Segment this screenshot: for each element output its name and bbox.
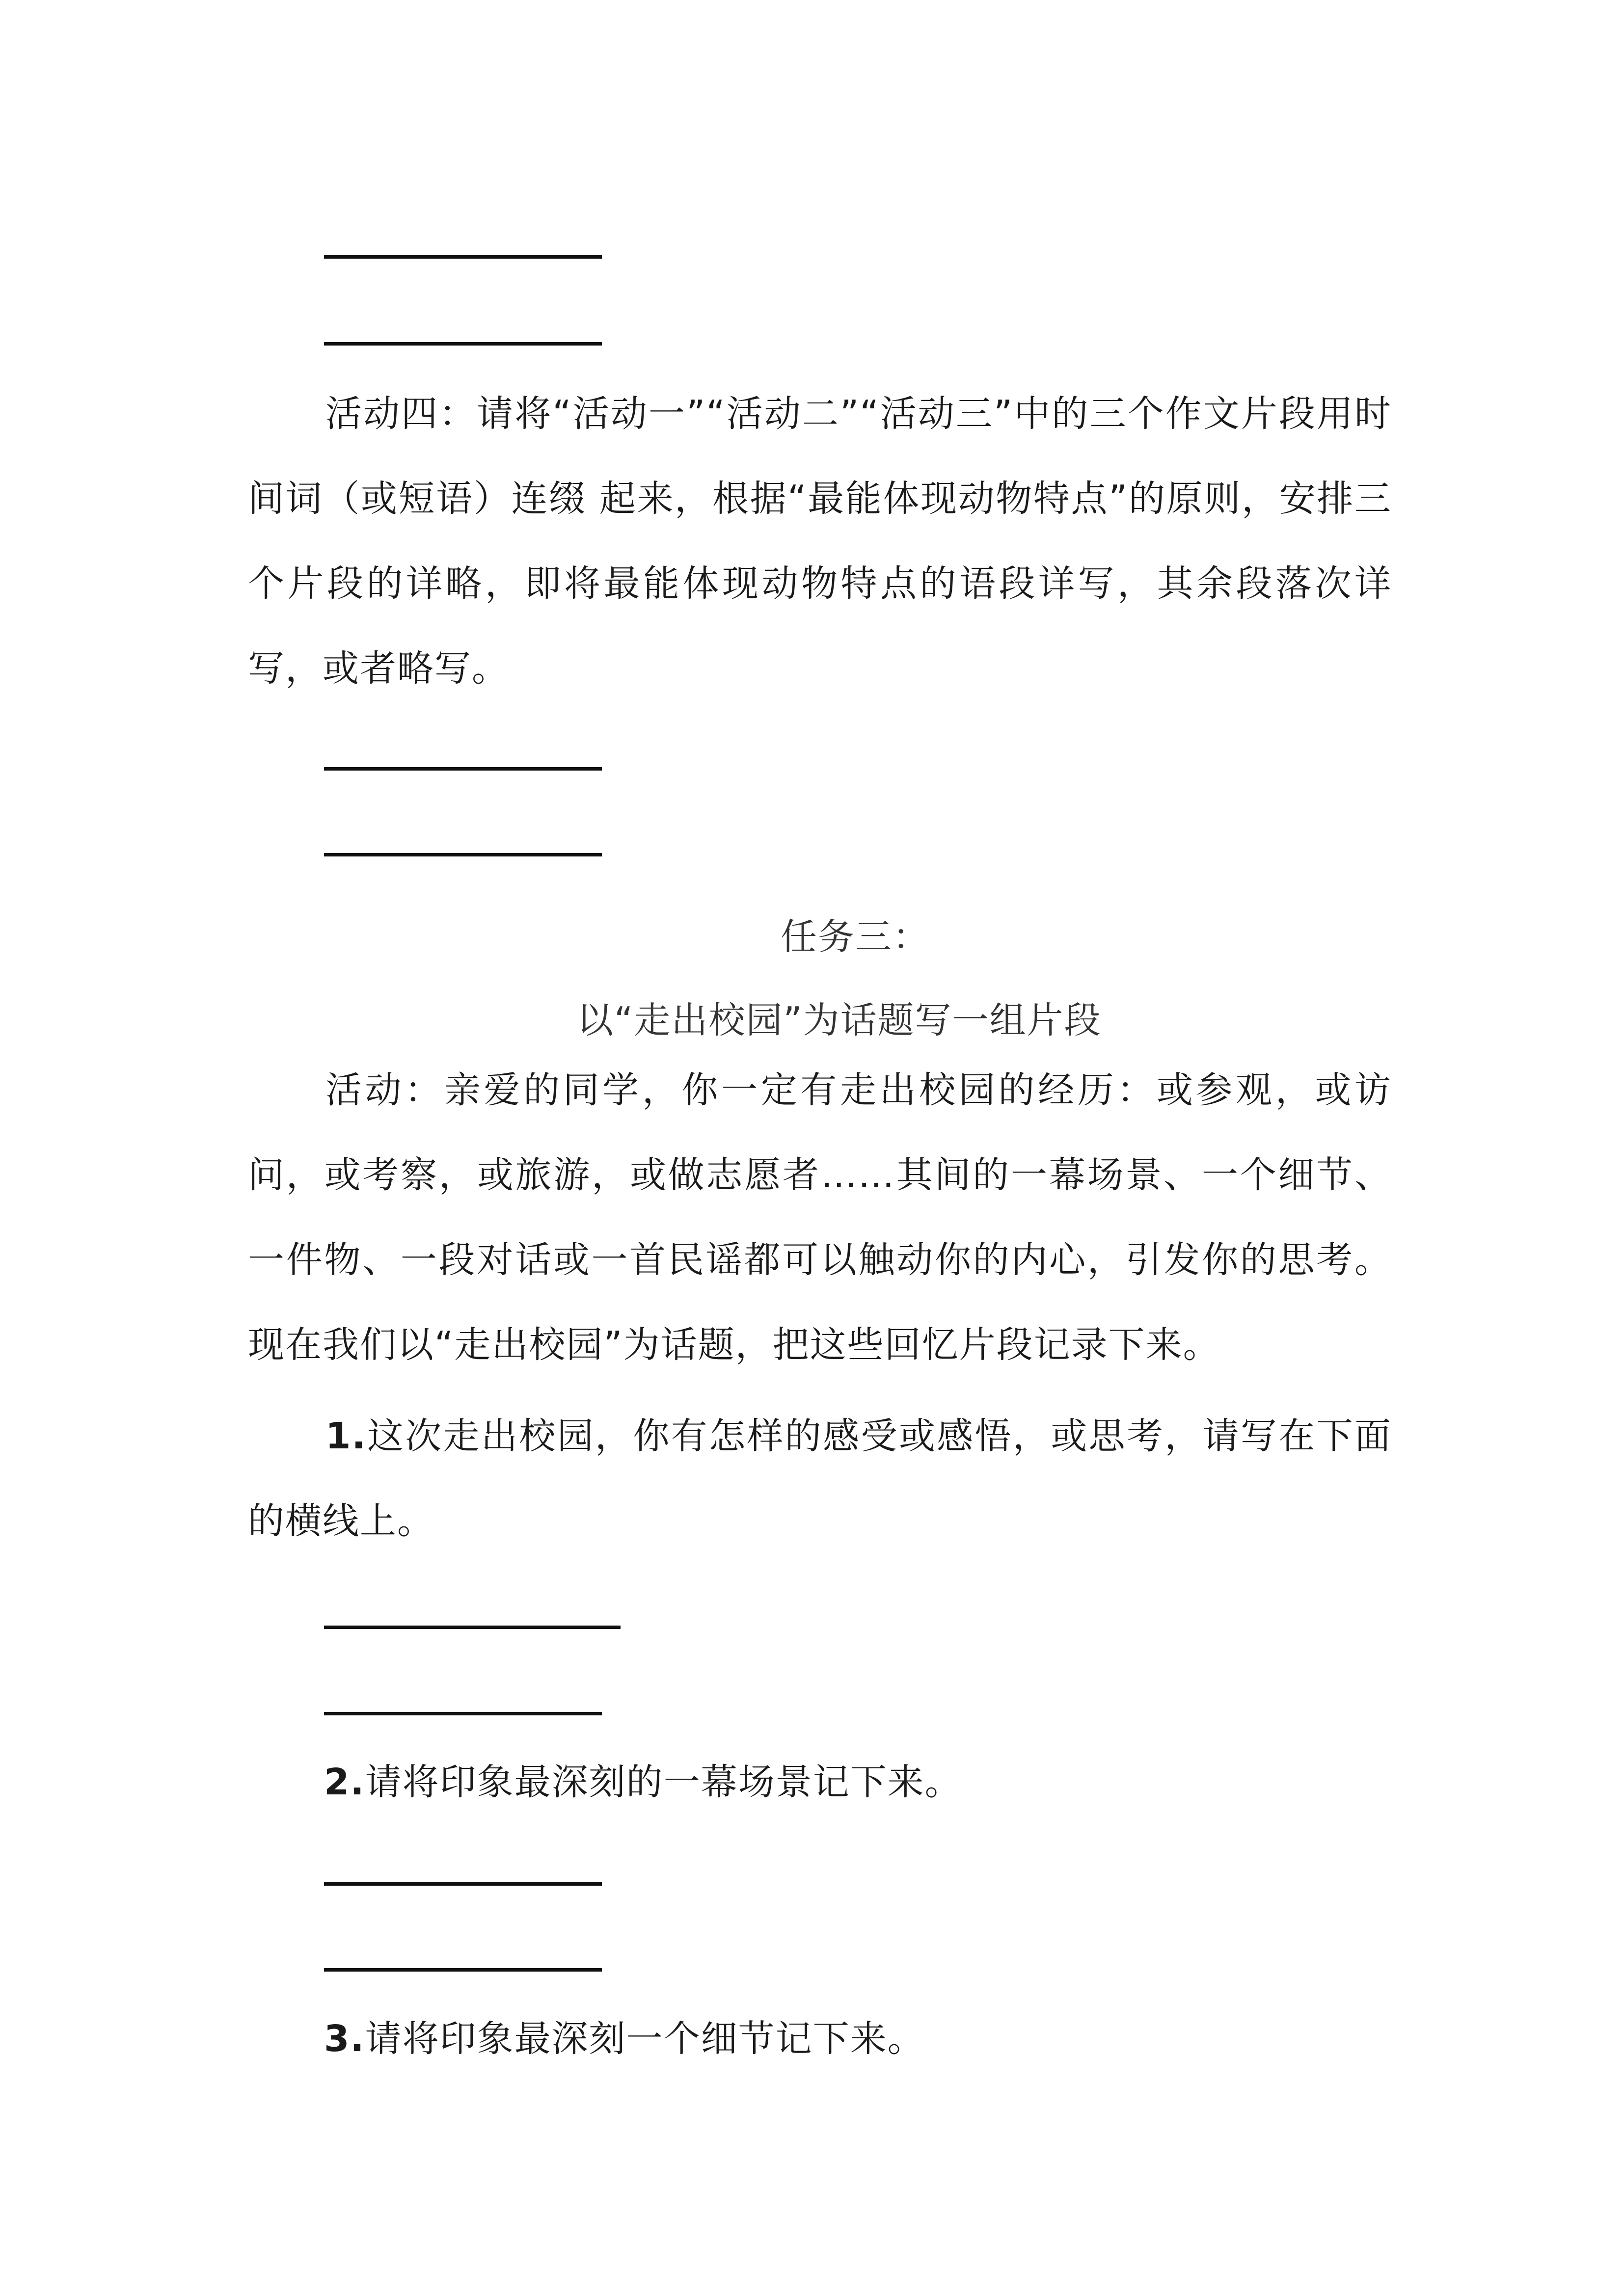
question-3-text: 请将印象最深刻一个细节记下来。 <box>365 2018 925 2060</box>
question-1-text: 这次走出校园，你有怎样的感受或感悟，或思考，请写在下面的横线上。 <box>248 1415 1392 1542</box>
task-3-subtitle: 以“走出校园”为话题写一组片段 <box>577 999 1102 1041</box>
question-2 <box>324 1753 962 1805</box>
answer-blank-line <box>324 255 602 259</box>
answer-blank-line <box>324 767 602 771</box>
answer-blank-line <box>324 1882 602 1886</box>
question-1 <box>248 1394 1392 1564</box>
task-3-activity-paragraph: 活动：亲爱的同学，你一定有走出校园的经历：或参观，或访问，或考察，或旅游，或做志愿者……其间的一幕场景、一个细节、一件物、一段对话或一首民谣都可以触动你的内心，引发你的思考。现在我们以“走出校园”为话题，把这些回忆片段记录下来。 <box>248 1069 1392 1366</box>
answer-blank-line <box>324 1626 621 1629</box>
task-3-title: 任务三： <box>781 916 930 958</box>
question-3 <box>324 2010 925 2062</box>
answer-blank-line <box>324 342 602 346</box>
question-3-number: 3. <box>324 2018 365 2060</box>
question-2-number: 2. <box>324 1761 365 1803</box>
answer-blank-line <box>324 1968 602 1972</box>
activity-4-paragraph: 活动四：请将“活动一”“活动二”“活动三”中的三个作文片段用时间词（或短语）连缀 起来，根据“最能体现动物特点”的原则，安排三个片段的详略，即将最能体现动物特点的语段详写，其余段落次详写，或者略写。 <box>248 393 1392 690</box>
answer-blank-line <box>324 853 602 856</box>
question-2-text: 请将印象最深刻的一幕场景记下来。 <box>365 1761 962 1803</box>
question-1-number: 1. <box>325 1415 367 1457</box>
answer-blank-line <box>324 1712 602 1715</box>
